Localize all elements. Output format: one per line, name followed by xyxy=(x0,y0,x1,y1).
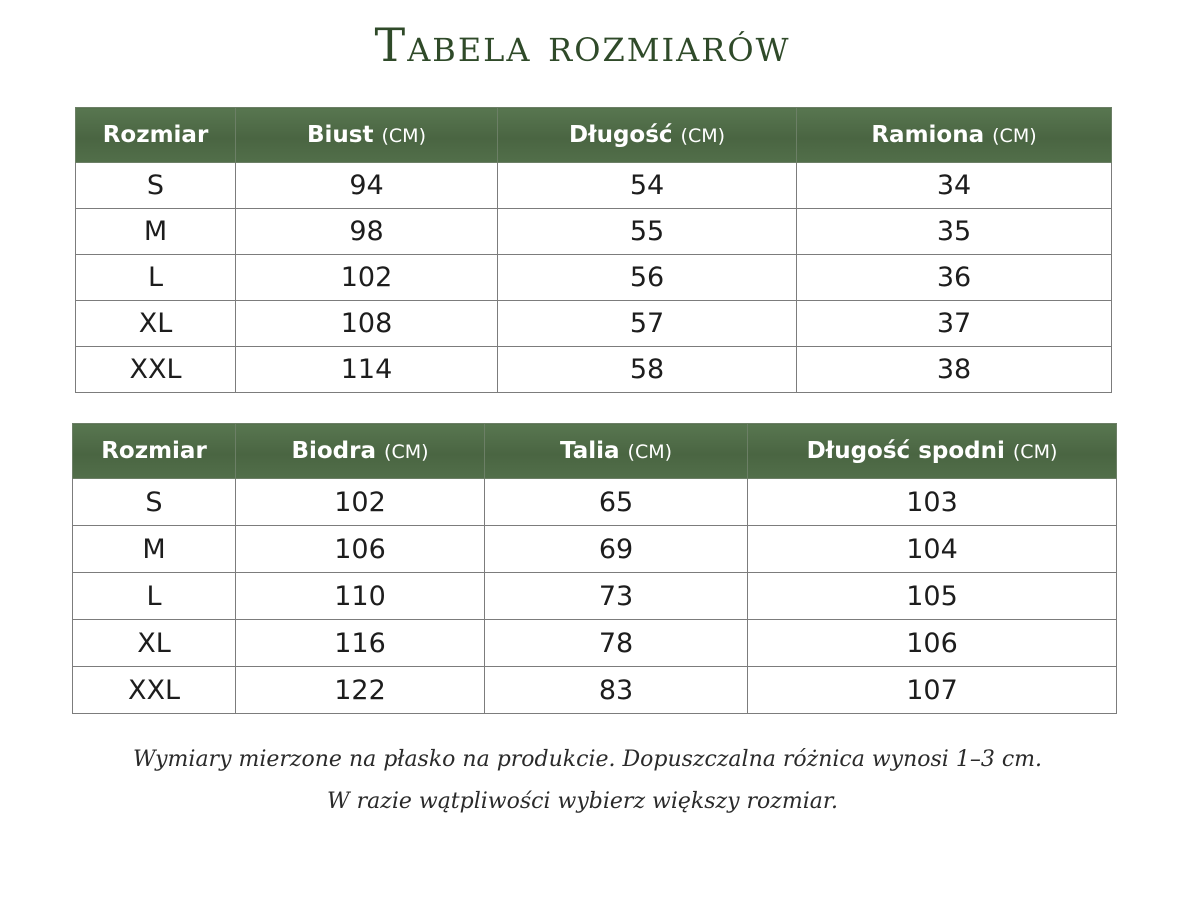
table-cell: 35 xyxy=(797,209,1112,255)
table-cell: 103 xyxy=(748,479,1117,526)
table-cell: 102 xyxy=(236,479,485,526)
header-unit: (CM) xyxy=(384,441,429,463)
table-cell: 38 xyxy=(797,347,1112,393)
table-cell: 104 xyxy=(748,526,1117,573)
table-cell: S xyxy=(76,163,236,209)
table-cell: XXL xyxy=(76,347,236,393)
table-cell: 122 xyxy=(236,667,485,714)
header-cell xyxy=(73,424,236,479)
table-cell: 57 xyxy=(498,301,797,347)
table-cell: 78 xyxy=(485,620,748,667)
table-row xyxy=(76,301,1112,347)
page-title: Tabela rozmiarów xyxy=(374,18,791,72)
header-label: Rozmiar xyxy=(102,122,209,148)
measurement-note: Wymiary mierzone na płasko na produkcie. Dopuszczalna różnica wynosi 1–3 cm. xyxy=(132,747,1042,772)
table-cell: 83 xyxy=(485,667,748,714)
table-cell: 36 xyxy=(797,255,1112,301)
table-cell: 73 xyxy=(485,573,748,620)
header-cell xyxy=(797,108,1112,163)
table-row xyxy=(73,620,1117,667)
table-cell: 110 xyxy=(236,573,485,620)
header-cell xyxy=(76,108,236,163)
table-cell: 94 xyxy=(236,163,498,209)
header-label: Długość spodni xyxy=(806,438,1005,464)
table-cell: 54 xyxy=(498,163,797,209)
table-cell: L xyxy=(76,255,236,301)
table-cell: 69 xyxy=(485,526,748,573)
header-label: Długość xyxy=(568,122,673,148)
header-cell xyxy=(748,424,1117,479)
header-cell xyxy=(236,108,498,163)
header-label: Rozmiar xyxy=(101,438,207,464)
table-cell: 65 xyxy=(485,479,748,526)
table-cell: 116 xyxy=(236,620,485,667)
table-row xyxy=(76,163,1112,209)
table-cell: XXL xyxy=(73,667,236,714)
table-cell: 58 xyxy=(498,347,797,393)
table-cell: 102 xyxy=(236,255,498,301)
table-header-row xyxy=(73,424,1117,479)
table-cell: XL xyxy=(76,301,236,347)
header-unit: (CM) xyxy=(680,125,726,147)
table-cell: 108 xyxy=(236,301,498,347)
table-cell: 106 xyxy=(748,620,1117,667)
table-cell: 107 xyxy=(748,667,1117,714)
header-label: Biust xyxy=(307,122,374,148)
size-table-top xyxy=(75,107,1112,393)
table-row xyxy=(76,347,1112,393)
table-cell: L xyxy=(73,573,236,620)
table-row xyxy=(76,255,1112,301)
table-header-row xyxy=(76,108,1112,163)
header-cell xyxy=(485,424,748,479)
table-row xyxy=(73,573,1117,620)
table-cell: 34 xyxy=(797,163,1112,209)
header-cell xyxy=(236,424,485,479)
header-unit: (CM) xyxy=(992,125,1037,147)
table-cell: 55 xyxy=(498,209,797,255)
table-row xyxy=(73,667,1117,714)
table-cell: 114 xyxy=(236,347,498,393)
header-unit: (CM) xyxy=(1012,441,1058,463)
table-row xyxy=(73,526,1117,573)
table-row xyxy=(76,209,1112,255)
header-label: Talia xyxy=(559,438,620,464)
size-advice-note: W razie wątpliwości wybierz większy rozmiar. xyxy=(326,789,839,814)
table-cell: 106 xyxy=(236,526,485,573)
size-table-bottom xyxy=(72,423,1117,714)
table-row xyxy=(73,479,1117,526)
table-cell: M xyxy=(73,526,236,573)
table-cell: 105 xyxy=(748,573,1117,620)
table-cell: XL xyxy=(73,620,236,667)
table-cell: S xyxy=(73,479,236,526)
table-cell: 56 xyxy=(498,255,797,301)
table-cell: 37 xyxy=(797,301,1112,347)
table-cell: M xyxy=(76,209,236,255)
header-unit: (CM) xyxy=(381,125,426,147)
header-label: Biodra xyxy=(291,438,377,464)
header-label: Ramiona xyxy=(871,122,985,148)
header-unit: (CM) xyxy=(627,441,673,463)
table-cell: 98 xyxy=(236,209,498,255)
header-cell xyxy=(498,108,797,163)
